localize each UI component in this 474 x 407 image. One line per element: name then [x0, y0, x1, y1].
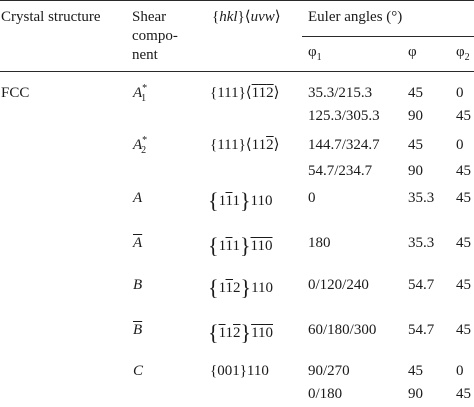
plane-direction-c: {001}110: [210, 363, 269, 379]
header-shear-line3: nent: [132, 47, 158, 63]
plane-direction-a: {111}110: [208, 188, 273, 213]
uvw-label: uvw: [250, 9, 275, 25]
phi2-a2-star-2: 45: [456, 163, 471, 179]
phi2-a-bar: 45: [456, 235, 471, 251]
hkl-open: {: [212, 9, 220, 25]
component-a-bar: $\overline{A}$: [133, 235, 143, 251]
phi1-b: 0/120/240: [308, 277, 369, 293]
phi1-c-1: 90/270: [308, 363, 350, 379]
phi2-a1-star-2: 45: [456, 108, 471, 124]
phi-a-bar: 35.3: [408, 235, 435, 251]
component-c: C: [133, 363, 144, 379]
header-phi: φ: [408, 44, 417, 60]
header-phi1: $\varphi_1$: [308, 44, 322, 63]
phi2-c-1: 0: [456, 363, 464, 379]
phi1-b-bar: 60/180/300: [308, 322, 377, 338]
phi2-a1-star-1: 0: [456, 85, 464, 101]
component-b-bar: $\overline{B}$: [133, 322, 143, 338]
phi-c-2: 90: [408, 386, 423, 402]
phi2-b: 45: [456, 277, 471, 293]
component-a: A: [133, 190, 143, 206]
plane-direction-a-bar: {111}110: [208, 233, 273, 258]
header-hkl-uvw: [212, 8, 281, 26]
header-shear-line2: compo-: [132, 28, 178, 44]
hkl-mid: }⟨: [237, 9, 251, 25]
component-b: B: [133, 277, 143, 293]
phi-b-bar: 54.7: [408, 322, 435, 338]
phi1-a1-star-1: 35.3/215.3: [308, 85, 373, 101]
plane-direction-a2-star: {111}⟨112⟩: [210, 137, 280, 153]
phi1-a: 0: [308, 190, 316, 206]
phi2-a2-star-1: 0: [456, 137, 464, 153]
header-shear-line1: Shear: [132, 9, 167, 25]
top-rule: [0, 0, 474, 1]
phi1-c-2: 0/180: [308, 386, 343, 402]
crystal-fcc: FCC: [1, 85, 30, 101]
plane-direction-a1-star: {111}⟨112⟩: [210, 85, 280, 101]
phi-c-1: 45: [408, 363, 423, 379]
plane-direction-b: {112}110: [208, 275, 274, 300]
phi1-a-bar: 180: [308, 235, 331, 251]
phi1-a1-star-2: 125.3/305.3: [308, 108, 380, 124]
hkl-close: ⟩: [274, 9, 281, 25]
phi1-a2-star-1: 144.7/324.7: [308, 137, 380, 153]
header-euler-angles: Euler angles (°): [308, 9, 403, 25]
header-rule: [0, 71, 474, 72]
euler-rule: [302, 36, 474, 37]
phi-a1-star-2: 90: [408, 108, 423, 124]
phi2-a: 45: [456, 190, 471, 206]
phi2-c-2: 45: [456, 386, 471, 402]
phi1-a2-star-2: 54.7/234.7: [308, 163, 373, 179]
phi-a2-star-2: 90: [408, 163, 423, 179]
phi2-b-bar: 45: [456, 322, 471, 338]
phi-b: 54.7: [408, 277, 435, 293]
hkl-label: hkl: [219, 9, 238, 25]
component-a2-star: $A^*_2$: [133, 135, 148, 156]
phi-a2-star-1: 45: [408, 137, 423, 153]
plane-direction-b-bar: {112}110: [208, 320, 274, 345]
phi-a1-star-1: 45: [408, 85, 423, 101]
header-crystal-structure: Crystal structure: [1, 9, 101, 25]
header-phi2: $\varphi_2$: [456, 44, 470, 63]
component-a1-star: $A^*_1$: [133, 83, 148, 104]
phi-a: 35.3: [408, 190, 435, 206]
